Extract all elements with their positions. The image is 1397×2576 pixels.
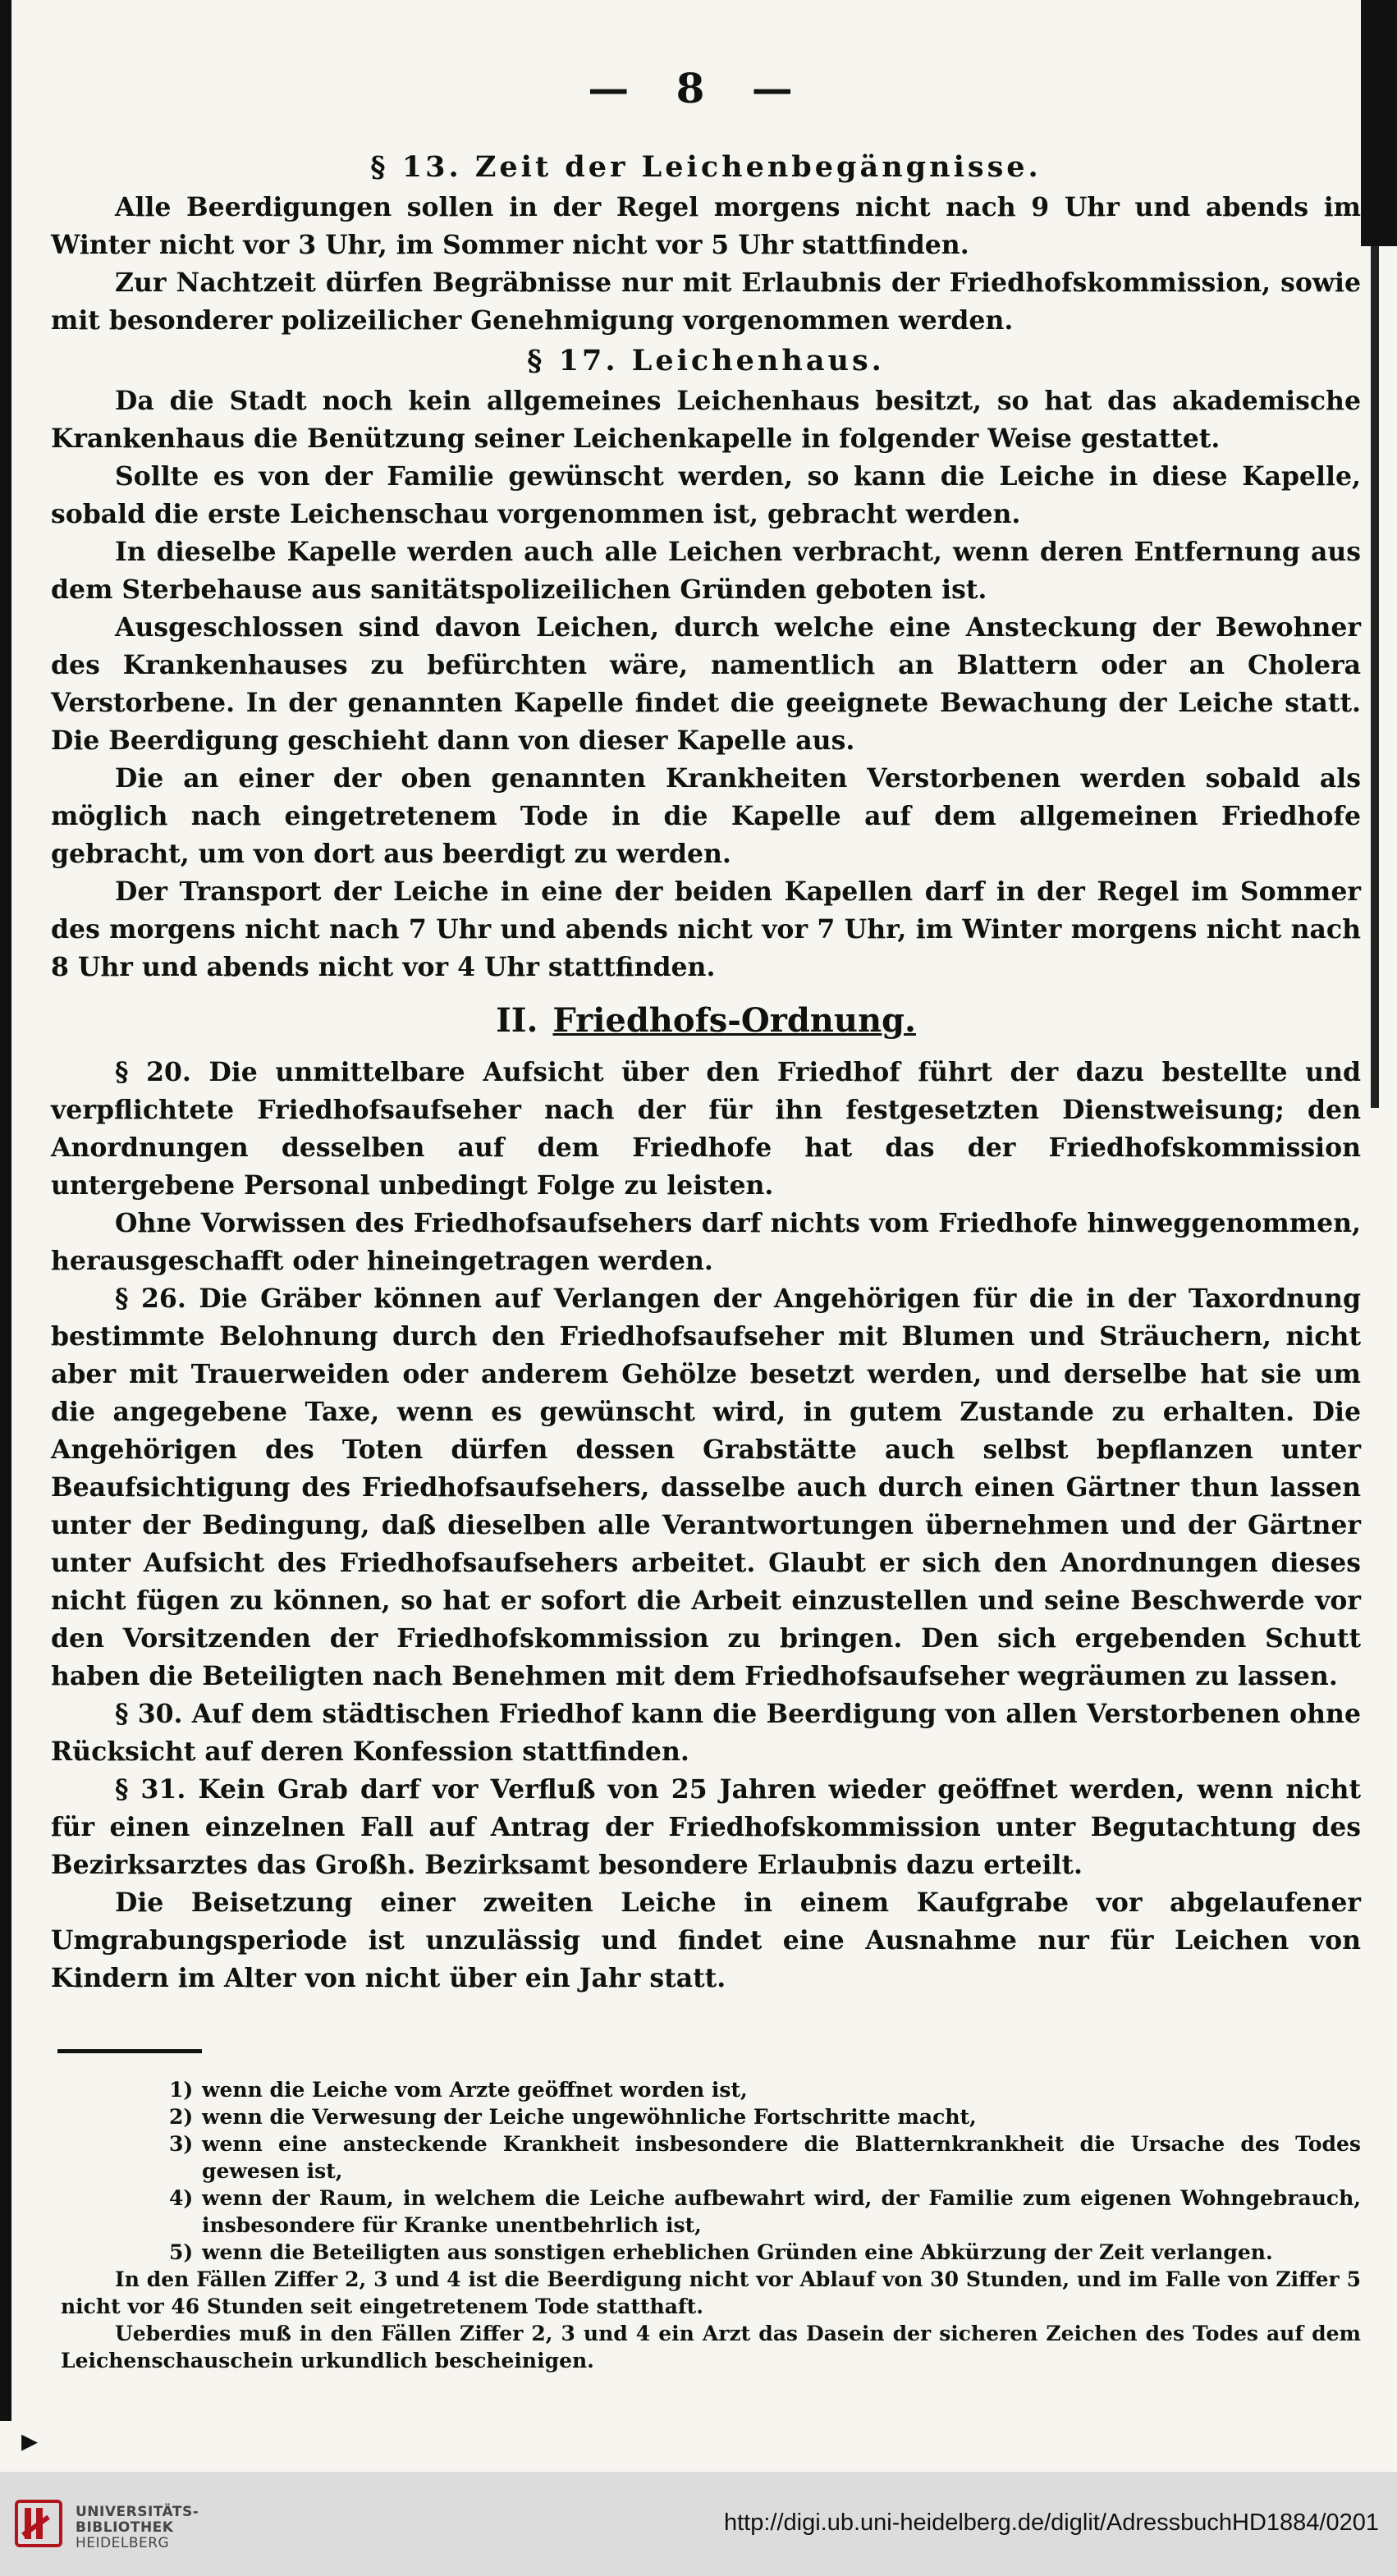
footnote-text: wenn die Leiche vom Arzte geöffnet worden ist, — [202, 2078, 748, 2102]
paragraph: Der Transport der Leiche in eine der beiden Kapellen darf in der Regel im Sommer des morgens nicht nach 7 Uhr und abends nicht vor 7 Uhr, im Winter morgens nicht nach 8 Uhr und abends nicht vor 4 Uhr stattfinden. — [51, 876, 1361, 982]
footnote-item — [169, 2076, 1361, 2103]
section-17-heading: § 17. Leichenhaus. — [527, 344, 885, 377]
paragraph: § 26. Die Gräber können auf Verlangen der Angehörigen für die in der Taxordnung bestimmte Belohnung durch den Friedhofsaufseher mit Blumen und Sträuchern, nicht aber mit Trauerweiden oder anderem Gehölze besetzt werden, und derselbe hat sie um die angegebene Taxe, wenn es gewünscht wird, in gutem Zustande zu erhalten. Die Angehörigen des Toten dürfen dessen Grabstätte auch selbst bepflanzen unter Beaufsichtigung des Friedhofsaufsehers, dasselbe auch durch einen Gärtner thun lassen unter der Bedingung, daß dieselben alle Verantwortungen übernehmen und der Gärtner unter Aufsicht des Friedhofsaufsehers arbeitet. Glaubt er sich den Anordnungen dieses nicht fügen zu können, so hat er sofort die Arbeit einzustellen und seine Beschwerde vor den Vorsitzenden der Friedhofskommission zu bringen. Den sich ergebenden Schutt haben die Beteiligten nach Benehmen mit dem Friedhofsaufseher wegräumen zu lassen. — [51, 1283, 1361, 1691]
footnote-item — [169, 2130, 1361, 2185]
paragraph: Alle Beerdigungen sollen in der Regel morgens nicht nach 9 Uhr und abends im Winter nicht vor 3 Uhr, im Sommer nicht vor 5 Uhr stattfinden. — [51, 192, 1361, 260]
part-number: II. — [496, 1001, 538, 1040]
footnote-number: 2) — [169, 2105, 194, 2129]
paragraph: Die Beisetzung einer zweiten Leiche in einem Kaufgrabe vor abgelaufener Umgrabungsperiode ist unzulässig und findet eine Ausnahme nur für Leichen von Kindern im Alter von nicht über ein Jahr statt. — [51, 1887, 1361, 1993]
footnote-paragraph: Ueberdies muß in den Fällen Ziffer 2, 3 und 4 ein Arzt das Dasein der sicheren Zeichen des Todes auf dem Leichenschauschein urkundlich bescheinigen. — [61, 2322, 1361, 2372]
paragraph: § 20. Die unmittelbare Aufsicht über den Friedhof führt der dazu bestellte und verpflichtete Friedhofsaufseher nach der für ihn festgesetzten Dienstweisung; den Anordnungen desselben auf dem Friedhofe hat das der Friedhofskommission untergebene Personal unbedingt Folge zu leisten. — [51, 1057, 1361, 1201]
paragraph: Zur Nachtzeit dürfen Begräbnisse nur mit Erlaubnis der Friedhofskommission, sowie mit besonderer polizeilicher Genehmigung vorgenommen werden. — [51, 268, 1361, 336]
paragraph: Da die Stadt noch kein allgemeines Leichenhaus besitzt, so hat das akademische Krankenhaus die Benützung seiner Leichenkapelle in folgender Weise gestattet. — [51, 386, 1361, 454]
paragraph: § 30. Auf dem städtischen Friedhof kann die Beerdigung von allen Verstorbenen ohne Rücksicht auf deren Konfession stattfinden. — [51, 1699, 1361, 1767]
footnote-divider — [57, 2049, 202, 2053]
footnote-item — [169, 2239, 1361, 2266]
footnote-text: wenn die Beteiligten aus sonstigen erheblichen Gründen eine Abkürzung der Zeit verlangen. — [202, 2240, 1273, 2264]
main-text — [51, 146, 1361, 1997]
page-number: — 8 — — [588, 64, 809, 112]
footnote-number: 1) — [169, 2078, 194, 2102]
permalink-url[interactable]: http://digi.ub.uni-heidelberg.de/diglit/AdressbuchHD1884/0201 — [723, 2510, 1379, 2536]
footnotes — [61, 2076, 1361, 2374]
scan-edge-right — [1361, 0, 1397, 246]
footnote-text: wenn eine ansteckende Krankheit insbesondere die Blatternkrankheit die Ursache des Todes gewesen ist, — [202, 2132, 1361, 2183]
footnote-number: 5) — [169, 2240, 194, 2264]
viewer-footer — [0, 2472, 1397, 2576]
footnote-number: 3) — [169, 2132, 194, 2156]
logo-line: BIBLIOTHEK — [76, 2519, 174, 2536]
scan-mark-icon: ▸ — [21, 2421, 39, 2459]
paragraph: In dieselbe Kapelle werden auch alle Leichen verbracht, wenn deren Entfernung aus dem Sterbehause aus sanitätspolizeilichen Gründen geboten ist. — [51, 537, 1361, 605]
university-library-logo-text[interactable] — [76, 2505, 199, 2551]
footnote-text: wenn der Raum, in welchem die Leiche aufbewahrt wird, der Familie zum eigenen Wohngebrauch, insbesondere für Kranke unentbehrlich ist, — [202, 2186, 1361, 2237]
section-13-heading: § 13. Zeit der Leichenbegängnisse. — [370, 150, 1042, 184]
paragraph: § 31. Kein Grab darf vor Verfluß von 25 Jahren wieder geöffnet werden, wenn nicht für einen einzelnen Fall auf Antrag der Friedhofskommission unter Begutachtung des Bezirksarztes das Großh. Bezirksamt besondere Erlaubnis dazu erteilt. — [51, 1774, 1361, 1880]
footnote-text: wenn die Verwesung der Leiche ungewöhnliche Fortschritte macht, — [202, 2105, 977, 2129]
footnote-number: 4) — [169, 2186, 194, 2210]
scan-edge-left — [0, 0, 11, 2421]
logo-line: UNIVERSITÄTS- — [76, 2504, 199, 2520]
footnote-item — [169, 2185, 1361, 2239]
footnote-item — [169, 2103, 1361, 2130]
scan-edge-right-lower — [1371, 246, 1379, 1108]
paragraph: Ohne Vorwissen des Friedhofsaufsehers darf nichts vom Friedhofe hinweggenommen, herausgeschafft oder hineingetragen werden. — [51, 1208, 1361, 1276]
paragraph: Sollte es von der Familie gewünscht werden, so kann die Leiche in diese Kapelle, sobald die erste Leichenschau vorgenommen ist, gebracht werden. — [51, 461, 1361, 529]
footnote-paragraph: In den Fällen Ziffer 2, 3 und 4 ist die Beerdigung nicht vor Ablauf von 30 Stunden, und im Falle von Ziffer 5 nicht vor 46 Stunden seit eingetretenem Tode statthaft. — [61, 2267, 1361, 2318]
paragraph: Ausgeschlossen sind davon Leichen, durch welche eine Ansteckung der Bewohner des Krankenhauses zu befürchten wäre, namentlich an Blattern oder an Cholera Verstorbene. In der genannten Kapelle findet die geeignete Bewachung der Leiche statt. Die Beerdigung geschieht dann von dieser Kapelle aus. — [51, 612, 1361, 756]
university-library-logo-icon[interactable] — [15, 2500, 62, 2547]
paragraph: Die an einer der oben genannten Krankheiten Verstorbenen werden sobald als möglich nach eingetretenem Tode in die Kapelle auf dem allgemeinen Friedhofe gebracht, um von dort aus beerdigt zu werden. — [51, 763, 1361, 869]
part-heading — [51, 998, 1361, 1044]
part-title: Friedhofs-Ordnung. — [552, 1001, 916, 1040]
logo-line: HEIDELBERG — [76, 2535, 170, 2551]
